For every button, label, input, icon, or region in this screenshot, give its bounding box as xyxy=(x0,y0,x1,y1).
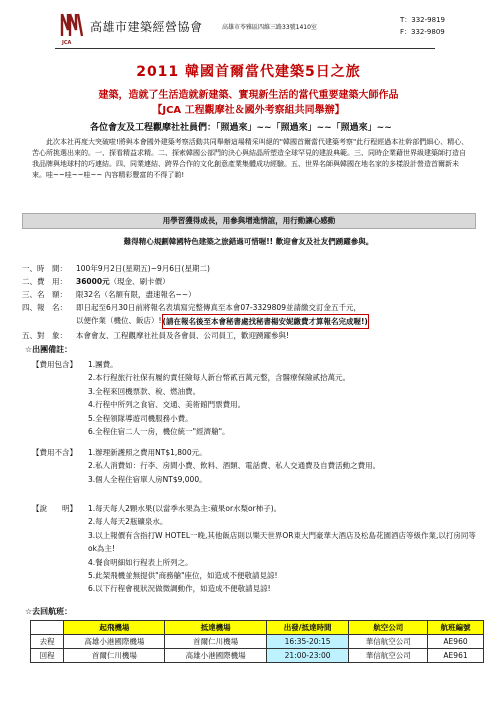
fee-excludes-first xyxy=(32,446,482,459)
list-item: 5.全程領隊導遊司機服務小費。 xyxy=(88,413,193,423)
info-label: 五、對 象： xyxy=(22,331,67,340)
greeting: 各位會友及工程觀摩社社員們：「照過來」~~「照過來」~~「照過來」~~ xyxy=(90,123,392,133)
list-item: 1.每天每人2顆水果(以當季水果為主:蘋果or水梨or柿子)。 xyxy=(88,504,282,513)
info-time xyxy=(22,262,482,275)
fee-includes-section xyxy=(32,358,482,438)
jca-logo xyxy=(60,10,84,40)
fee-includes-label: 【費用包含】 xyxy=(32,360,77,369)
page-title: 2011 韓國首爾當代建築5日之旅 xyxy=(136,64,361,80)
table-cell: 高雄小港國際機場 xyxy=(165,649,266,663)
tel-number: T：332-9819 xyxy=(400,16,445,24)
table-header: 抵達機場 xyxy=(165,621,266,635)
list-item: 3.個人全程住宿單人房NT$9,000。 xyxy=(88,474,207,484)
info-text: 本會會友、工程觀摩社社員及各會員、公司員工，歡迎踴躍參與! xyxy=(76,331,290,340)
trip-info xyxy=(22,262,482,342)
table-header: 航班編號 xyxy=(428,621,484,635)
table-row xyxy=(31,649,484,663)
table-cell: AE961 xyxy=(428,649,484,663)
table-header: 航空公司 xyxy=(349,621,428,635)
info-text: 即日起至6月30日前將報名表填寫完整傳真至本會07-3329809並請繳交訂金五千元， xyxy=(76,303,361,312)
info-label xyxy=(22,314,76,329)
intro-paragraph: 此次本社再度大突破啦!將與本會國外建築考察活動共同舉辦這場精采叫絕的"韓國首爾當代建築考察"此行程經過本社幹部們細心、精心、苦心所挑選出來的。一、探看精益求精。二、探索韓國公部門的決心與結晶所塑造全球罕見的建設典範。三、同時企業藉世界級建築師打造自我品牌與地球村的巧連結。四、同業連結、跨界合作的文化創意產業集體成功經驗。五、世界名師與韓國在地名家的多樣設計營造首爾新未來。哇~~哇~~哇~~ 內容精彩豐富的不得了喲! xyxy=(32,138,469,179)
table-header-row xyxy=(31,621,484,635)
table-cell: 首爾仁川機場 xyxy=(64,649,165,663)
list-item: 6.全程住宿二人一房，機位統一"經濟艙"。 xyxy=(88,427,230,437)
info-text: 以便作業（機位、飯店）! xyxy=(76,316,162,325)
list-item: 6.以下行程會視狀況做微調動作，如造成不便敬請見諒! xyxy=(88,584,271,594)
table-row xyxy=(31,635,484,649)
table-cell: 回程 xyxy=(31,649,64,663)
info-register xyxy=(22,301,482,314)
list-item: 3.全程來回機票款、稅、燃油費。 xyxy=(88,386,201,396)
info-label: 一、時 間： xyxy=(22,264,67,273)
table-header xyxy=(31,621,64,635)
info-register-cont xyxy=(22,314,482,329)
table-cell: 高雄小港國際機場 xyxy=(64,635,165,649)
list-item: 2.每人每天2瓶礦泉水。 xyxy=(88,517,168,527)
org-name: 高雄市建築經營協會 xyxy=(90,20,203,34)
info-text: 100年9月2日(星期五)~9月6日(星期二) xyxy=(76,264,210,273)
table-cell: 華信航空公司 xyxy=(349,635,428,649)
fee-excludes-label: 【費用不含】 xyxy=(32,448,77,457)
flights-heading: ☆去回航班： xyxy=(25,607,73,616)
notes-heading: ☆出團備註： xyxy=(25,345,73,354)
flights-table xyxy=(30,620,484,663)
table-cell: 首爾仁川機場 xyxy=(165,635,266,649)
org-address: 高雄市苓雅區四維三路33號1410室 xyxy=(222,24,317,31)
list-item: 1.辦理新護照之費用NT$1,800元。 xyxy=(88,448,207,457)
remarks-section xyxy=(32,502,482,596)
list-item: 4.餐食明細如行程表上所列之。 xyxy=(88,557,193,567)
list-item: 2.私人消費如：行李、房間小費、飲料、酒類、電話費、私人交通費及自費活動之費用。 xyxy=(88,461,381,471)
info-label: 三、名 額： xyxy=(22,290,67,299)
table-header: 出發/抵達時間 xyxy=(266,621,349,635)
info-fee xyxy=(22,275,482,288)
table-cell: 去程 xyxy=(31,635,64,649)
list-item: 4.行程中所列之食宿、交通、美術館門票費用。 xyxy=(88,400,246,410)
table-cell: 16:35-20:15 xyxy=(266,635,349,649)
joint-organizers: 【JCA 工程觀摩社＆國外考察組共同舉辦】 xyxy=(152,105,345,116)
header-divider xyxy=(55,48,435,49)
remarks-label: 【說 明】 xyxy=(32,504,77,513)
fee-excludes-section xyxy=(32,446,482,486)
contact-block xyxy=(400,14,445,38)
info-label: 四、報 名： xyxy=(22,303,67,312)
table-header: 起飛機場 xyxy=(64,621,165,635)
list-item: 2.本行程旅行社保有履約責任險每人新台幣貳百萬元整，含醫療保險貳拾萬元。 xyxy=(88,373,351,383)
info-audience xyxy=(22,329,482,342)
fee-amount: 36000元 xyxy=(76,277,110,286)
remarks-first xyxy=(32,502,482,515)
list-item: 3.以上報價有含指打W HOTEL一晚,其他飯店則以樂天世界OR東大門豪華大酒店及松島花園酒店等級作業,以打房同等ok為主! xyxy=(88,530,476,554)
info-text: 限32名（名額有限，盡速報名~~） xyxy=(76,290,196,299)
motto-banner: 用學習獲得成長，用參與增進情誼，用行動讓心感動 xyxy=(22,213,476,229)
fee-includes-first xyxy=(32,358,482,371)
info-text: （現金、刷卡價） xyxy=(109,277,170,286)
info-quota xyxy=(22,288,482,301)
table-cell: 21:00-23:00 xyxy=(266,649,349,663)
payment-notice: (請在報名後至本會秘書處找秘書楊安妮繳費才算報名完成喔!) xyxy=(162,314,369,329)
call-to-action: 難得精心規劃韓國特色建築之旅錯過可惜喔!! 歡迎會友及社友們踴躍參與。 xyxy=(123,237,374,246)
fax-number: F：332-9809 xyxy=(400,28,445,36)
page-subtitle: 建築，造就了生活造就新建築、實現新生活的當代重要建築大師作品 xyxy=(98,90,399,101)
list-item: 1.團費。 xyxy=(88,360,118,369)
list-item: 5.此架飛機並無提供"商務艙"座位，如造成不便敬請見諒! xyxy=(88,571,278,581)
table-cell: AE960 xyxy=(428,635,484,649)
table-cell: 華信航空公司 xyxy=(349,649,428,663)
logo-caption: JCA xyxy=(62,40,72,46)
info-label: 二、費 用： xyxy=(22,277,67,286)
